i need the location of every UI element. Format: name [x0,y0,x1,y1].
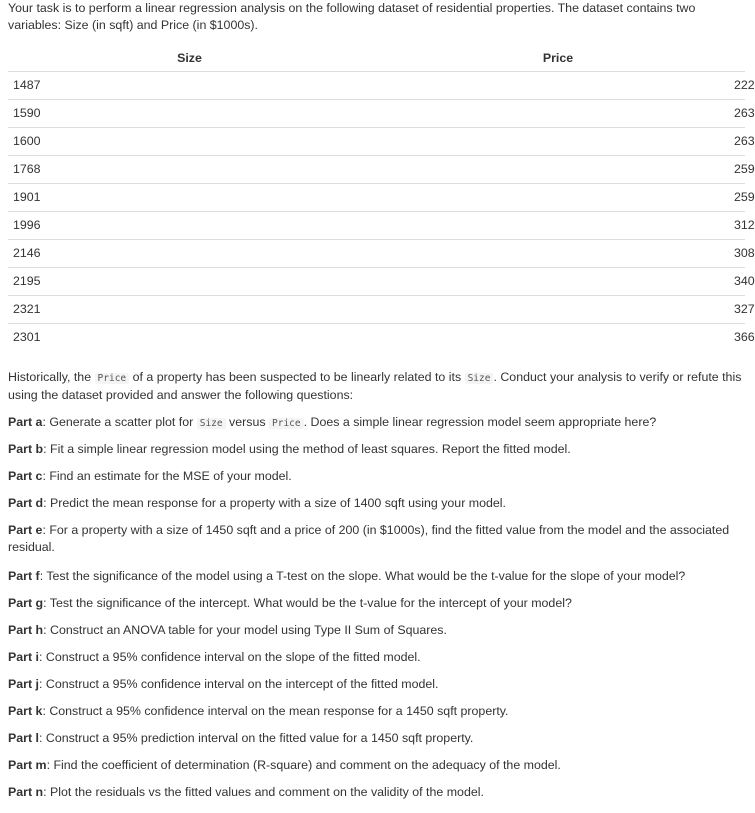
part-a-text-1: : Generate a scatter plot for [42,415,197,429]
price-cell: 340 [371,268,745,296]
part-e-text: : For a property with a size of 1450 sqft and a price of 200 (in $1000s), find the fitted value from the model and the associated residual. [8,523,730,554]
part-k-question [8,703,744,720]
size-cell: 2321 [8,296,371,324]
size-code: Size [465,373,494,384]
historical-text-2: of a property has been suspected to be linearly related to its [129,370,465,384]
part-a-question [8,414,744,432]
part-i-label: Part i [8,650,39,664]
historical-text-1: Historically, the [8,370,95,384]
size-cell: 1600 [8,128,371,156]
table-row [8,156,745,184]
part-c-label: Part c [8,469,43,483]
part-l-question [8,730,744,747]
part-k-text: : Construct a 95% confidence interval on the mean response for a 1450 sqft property. [42,704,509,718]
size-cell: 1768 [8,156,371,184]
price-code: Price [95,373,130,384]
size-cell: 2195 [8,268,371,296]
part-d-label: Part d [8,496,44,510]
table-row [8,184,745,212]
table-row [8,100,745,128]
part-f-question [8,568,744,585]
part-g-text: : Test the significance of the intercept. What would be the t-value for the intercept of your model? [43,596,572,610]
part-f-text: : Test the significance of the model using a T-test on the slope. What would be the t-value for the slope of your model? [39,569,686,583]
part-c-question [8,468,744,485]
size-cell: 1590 [8,100,371,128]
table-row [8,268,745,296]
part-m-text: : Find the coefficient of determination (R-square) and comment on the adequacy of the model. [46,758,561,772]
part-b-label: Part b [8,442,44,456]
price-cell: 259 [371,156,745,184]
part-a-text-2: versus [225,415,269,429]
dataset-table [8,45,755,351]
price-cell: 263 [371,128,745,156]
table-row [8,240,745,268]
part-d-question [8,495,744,512]
table-row [8,212,745,240]
size-cell: 1487 [8,72,371,100]
size-cell: 2301 [8,324,371,352]
part-k-label: Part k [8,704,43,718]
historical-paragraph [8,369,744,404]
part-n-label: Part n [8,785,44,799]
part-e-question [8,522,744,556]
part-a-text-3: . Does a simple linear regression model seem appropriate here? [303,415,657,429]
price-cell: 263 [371,100,745,128]
part-l-label: Part l [8,731,39,745]
part-j-text: : Construct a 95% confidence interval on the intercept of the fitted model. [39,677,439,691]
price-cell: 327 [371,296,745,324]
size-cell: 1996 [8,212,371,240]
price-cell: 312 [371,212,745,240]
part-i-question [8,649,744,666]
part-c-text: : Find an estimate for the MSE of your model. [42,469,292,483]
size-code: Size [197,418,226,429]
price-column-header: Price [371,45,745,72]
part-h-text: : Construct an ANOVA table for your model using Type II Sum of Squares. [43,623,447,637]
price-cell: 222 [371,72,745,100]
size-column-header: Size [8,45,371,72]
part-j-question [8,676,744,693]
part-j-label: Part j [8,677,39,691]
part-m-question [8,757,744,774]
part-b-question [8,441,744,458]
table-row [8,72,745,100]
table-header-row [8,45,745,72]
price-cell: 259 [371,184,745,212]
part-l-text: : Construct a 95% prediction interval on the fitted value for a 1450 sqft property. [39,731,474,745]
size-cell: 2146 [8,240,371,268]
part-g-label: Part g [8,596,44,610]
table-row [8,128,745,156]
part-g-question [8,595,744,612]
part-m-label: Part m [8,758,47,772]
price-cell: 308 [371,240,745,268]
historical-text-3: . Conduct your analysis to verify or refute this using the dataset provided and answer the following questions: [8,370,742,402]
price-code: Price [269,418,304,429]
part-h-label: Part h [8,623,44,637]
part-n-text: : Plot the residuals vs the fitted values and comment on the validity of the model. [43,785,484,799]
part-h-question [8,622,744,639]
part-b-text: : Fit a simple linear regression model using the method of least squares. Report the fitted model. [43,442,571,456]
part-a-label: Part a [8,415,43,429]
table-row [8,324,745,352]
part-i-text: : Construct a 95% confidence interval on the slope of the fitted model. [39,650,421,664]
table-row [8,296,745,324]
price-cell: 366 [371,324,745,352]
intro-text: Your task is to perform a linear regression analysis on the following dataset of residential properties. The dataset contains two variables: Size (in sqft) and Price (in $1000s). [8,1,696,32]
size-cell: 1901 [8,184,371,212]
part-d-text: : Predict the mean response for a property with a size of 1400 sqft using your model. [43,496,506,510]
part-e-label: Part e [8,523,43,537]
part-n-question [8,784,744,801]
part-f-label: Part f [8,569,40,583]
